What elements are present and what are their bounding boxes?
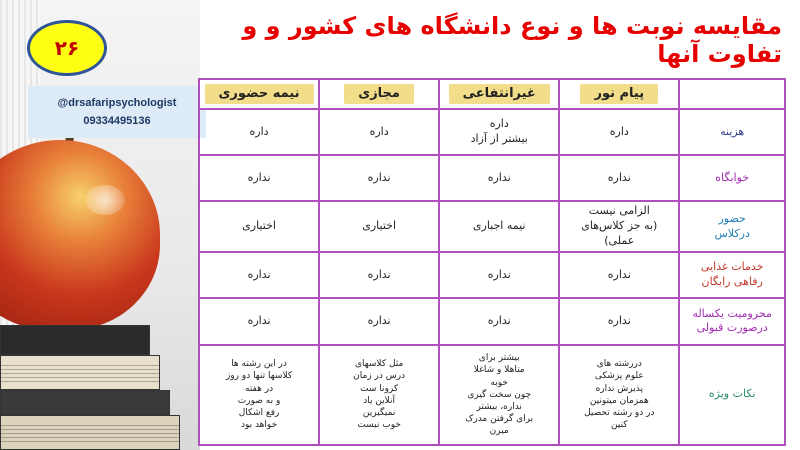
cell-line: در دو رشته تحصیل (584, 407, 655, 418)
column-header: نیمه حضوری (199, 79, 319, 109)
table-cell (319, 109, 439, 155)
cell-line: داره (369, 124, 389, 138)
table-cell (319, 201, 439, 252)
cell-line: اختیاری (242, 219, 276, 233)
cell-line: (به جز کلاس‌های (581, 219, 658, 233)
cell-line: و به صورت (237, 395, 281, 406)
table-row (199, 345, 785, 446)
cell-line: کرونا ست (360, 383, 399, 394)
cell-line: خوبه (490, 377, 508, 388)
table-cell (319, 252, 439, 298)
cell-line: نداره (247, 170, 271, 184)
cell-line: کلاسها تنها دو روز (225, 371, 293, 382)
decorative-background (0, 0, 200, 450)
table-cell (439, 109, 559, 155)
cell-line: مثل کلاسهای (354, 359, 404, 370)
row-label-line: خدمات غذایی (700, 260, 764, 274)
header-corner (679, 79, 785, 109)
cell-line: دررشته های (596, 359, 642, 370)
row-label (679, 109, 785, 155)
table-cell (319, 345, 439, 446)
cell-line: داره (489, 117, 509, 131)
cell-line: نداره (607, 267, 631, 281)
cell-line: نداره (367, 170, 391, 184)
cell-line: نیمه اجباری (472, 219, 526, 233)
row-label-line: خوابگاه (715, 170, 750, 184)
row-label-line: هزینه (720, 124, 745, 138)
column-header: غیرانتفاعی (439, 79, 559, 109)
cell-line: نداره (487, 267, 511, 281)
table-cell (439, 201, 559, 252)
table-cell (559, 252, 679, 298)
instagram-handle: @drsafaripsychologist (57, 97, 177, 109)
table-row (199, 252, 785, 298)
table-cell (559, 345, 679, 446)
cell-line: اختیاری (362, 219, 397, 233)
cell-line: در هفته (245, 383, 274, 394)
table-cell (439, 252, 559, 298)
table-cell (319, 298, 439, 344)
cell-line: رفع اشکال (238, 407, 280, 418)
table-cell (199, 298, 319, 344)
cell-line: چون سخت گیری (467, 389, 532, 400)
table-cell (439, 155, 559, 201)
comparison-table (198, 78, 786, 446)
row-label-line: محرومیت یکساله (692, 306, 772, 320)
table-cell (319, 155, 439, 201)
row-label-line: حضور (718, 211, 746, 225)
cell-line: نداره (487, 170, 511, 184)
slide-number-badge: ۲۶ (27, 20, 107, 76)
cell-line: آنلاین یاد (363, 395, 396, 406)
cell-line: نمیگیرین (362, 407, 396, 418)
table-cell (199, 109, 319, 155)
cell-line: نداره (487, 313, 511, 327)
cell-line: بیشتر از آزاد (470, 132, 528, 146)
cell-line: خوب نیست (357, 420, 401, 431)
row-label-line: درکلاس (714, 226, 750, 240)
table-header-row (199, 79, 785, 109)
row-label (679, 345, 785, 446)
cell-line: داره (249, 124, 269, 138)
table-cell (439, 298, 559, 344)
row-label (679, 201, 785, 252)
table-cell (199, 345, 319, 446)
table-row (199, 201, 785, 252)
cell-line: نداره (247, 267, 271, 281)
cell-line: درس در زمان (353, 371, 406, 382)
phone-number: 09334495136 (83, 115, 151, 127)
cell-line: در این رشته ها (231, 359, 287, 370)
cell-line: داره (609, 124, 629, 138)
table-cell (439, 345, 559, 446)
table-cell (559, 298, 679, 344)
cell-line: نداره (367, 267, 391, 281)
book-stack-item (0, 390, 170, 415)
book-stack-item (0, 325, 150, 355)
apple-image (0, 140, 160, 330)
column-header: پیام نور (559, 79, 679, 109)
cell-line: همزمان میتونین (589, 395, 649, 406)
table-cell (559, 155, 679, 201)
table-cell (199, 201, 319, 252)
table-cell (199, 252, 319, 298)
cell-line: بیشتر برای (478, 353, 520, 364)
row-label-line: نکات ویژه (708, 387, 756, 401)
cell-line: میرن (489, 426, 509, 437)
cell-line: نداره (607, 170, 631, 184)
table-cell (559, 201, 679, 252)
column-header: مجازی (319, 79, 439, 109)
table-row (199, 155, 785, 201)
row-label-line: درصورت قبولی (696, 321, 768, 335)
row-label (679, 252, 785, 298)
cell-line: برای گرفتن مدرک (465, 413, 534, 424)
row-label (679, 155, 785, 201)
cell-line: نداره (247, 313, 271, 327)
apple-highlight (85, 185, 125, 215)
cell-line: نداره، بیشتر (476, 401, 522, 412)
row-label-line: رفاهی رایگان (701, 275, 763, 289)
table-cell (559, 109, 679, 155)
cell-line: متاهلا و شاغلا (473, 365, 525, 376)
row-label (679, 298, 785, 344)
cell-line: الزامی نیست (588, 204, 650, 218)
book-stack-item (0, 415, 180, 450)
table-cell (199, 155, 319, 201)
cell-line: عملی) (604, 234, 635, 248)
slide-title: مقایسه نوبت ها و نوع دانشگاه های کشور و و تفاوت آنها (242, 12, 782, 68)
table-row (199, 298, 785, 344)
cell-line: پذیرش نداره (595, 383, 643, 394)
cell-line: نداره (367, 313, 391, 327)
contact-box (28, 86, 206, 138)
book-stack-item (0, 355, 160, 390)
cell-line: علوم پزشکی (594, 371, 644, 382)
cell-line: کنین (611, 420, 628, 431)
cell-line: خواهد بود (240, 420, 278, 431)
table-row (199, 109, 785, 155)
cell-line: نداره (607, 313, 631, 327)
